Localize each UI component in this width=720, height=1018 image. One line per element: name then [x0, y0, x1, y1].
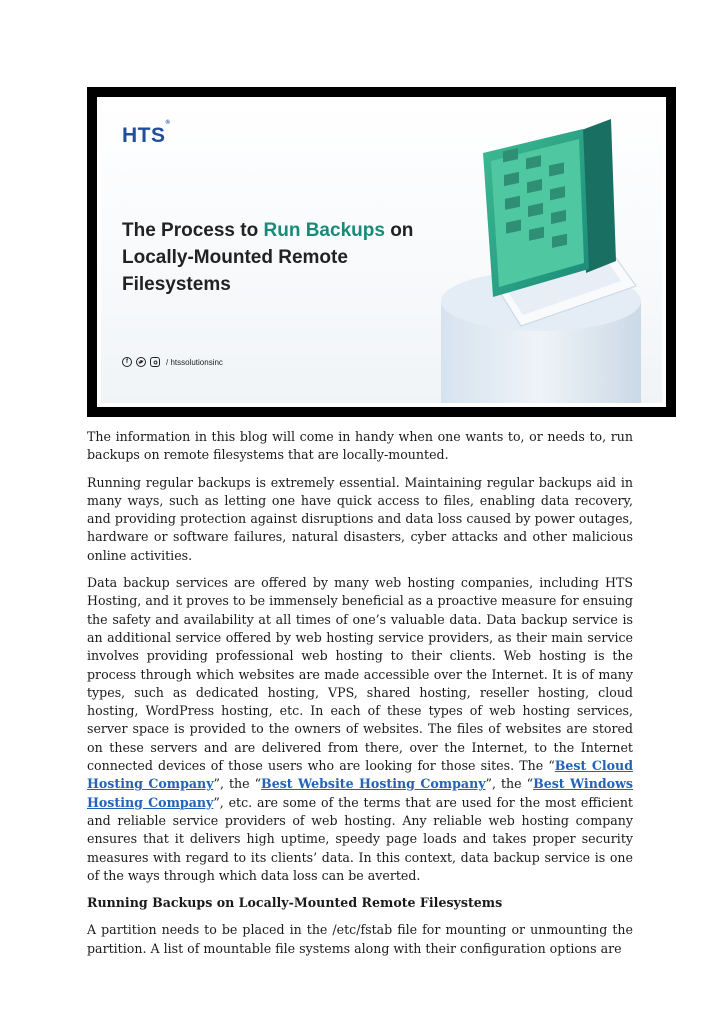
best-windows-hosting-link[interactable]: Best Windows Hosting Company	[87, 776, 634, 810]
banner-title-pre: The Process to	[122, 220, 264, 241]
banner-image	[87, 87, 676, 417]
paragraph-3-part-b: ”, the “	[213, 776, 262, 792]
best-cloud-hosting-link[interactable]: Best Cloud Hosting Company	[87, 758, 634, 792]
article-body	[87, 428, 633, 967]
server-laptop-illustration	[401, 111, 661, 407]
hts-logo	[122, 120, 171, 148]
best-website-hosting-link[interactable]: Best Website Hosting Company	[261, 776, 486, 792]
paragraph-3-part-c: ”, the “	[485, 776, 534, 792]
paragraph-3-part-d: ”, etc. are some of the terms that are used for the most efficient and reliable service providers of web hosting. Any reliable web hosting company ensures that it delivers high uptime, speedy page loads and takes proper security measures with regard to its clients’ data. In this context, data backup service is one of the ways through which data loss can be averted.	[87, 794, 633, 883]
facebook-icon: f	[122, 357, 132, 367]
paragraph-3-part-a: Data backup services are offered by many web hosting companies, including HTS Hosting, and it proves to be immensely beneficial as a proactive measure for ensuing the safety and availability at all times of one’s valuable data. Data backup service is an additional service offered by web hosting service providers, as their main service involves providing professional web hosting to their clients. Web hosting is the process through which websites are made accessible over the Internet. It is of many types, such as dedicated hosting, VPS, shared hosting, reseller hosting, cloud hosting, WordPress hosting, etc. In each of these types of web hosting services, server space is provided to the owners of websites. The files of websites are stored on these servers and are delivered from there, over the Internet, to the Internet connected devices of those users who are looking for those sites. The “	[87, 575, 633, 774]
social-handle: / htssolutionsinc	[166, 357, 223, 367]
registered-mark: ®	[165, 120, 171, 126]
hts-logo-text: HTS	[122, 124, 166, 147]
paragraph-3	[87, 574, 633, 885]
banner-title	[122, 217, 432, 298]
banner-inner	[97, 97, 666, 407]
banner-title-post: on Locally-Mounted Remote Filesystems	[122, 220, 414, 295]
section-heading: Running Backups on Locally-Mounted Remote Filesystems	[87, 895, 503, 911]
twitter-icon	[136, 357, 146, 367]
instagram-icon	[150, 357, 160, 367]
paragraph-2: Running regular backups is extremely essential. Maintaining regular backups aid in many ways, such as letting one have quick access to files, enabling data recovery, and providing protection against disruptions and data loss caused by power outages, hardware or software failures, natural disasters, cyber attacks and other malicious online activities.	[87, 474, 633, 563]
paragraph-1: The information in this blog will come in handy when one wants to, or needs to, run backups on remote filesystems that are locally-mounted.	[87, 429, 633, 463]
banner-title-highlight: Run Backups	[263, 220, 385, 241]
social-links	[122, 357, 223, 367]
paragraph-4: A partition needs to be placed in the /etc/fstab file for mounting or unmounting the partition. A list of mountable file systems along with their configuration options are	[87, 922, 633, 956]
